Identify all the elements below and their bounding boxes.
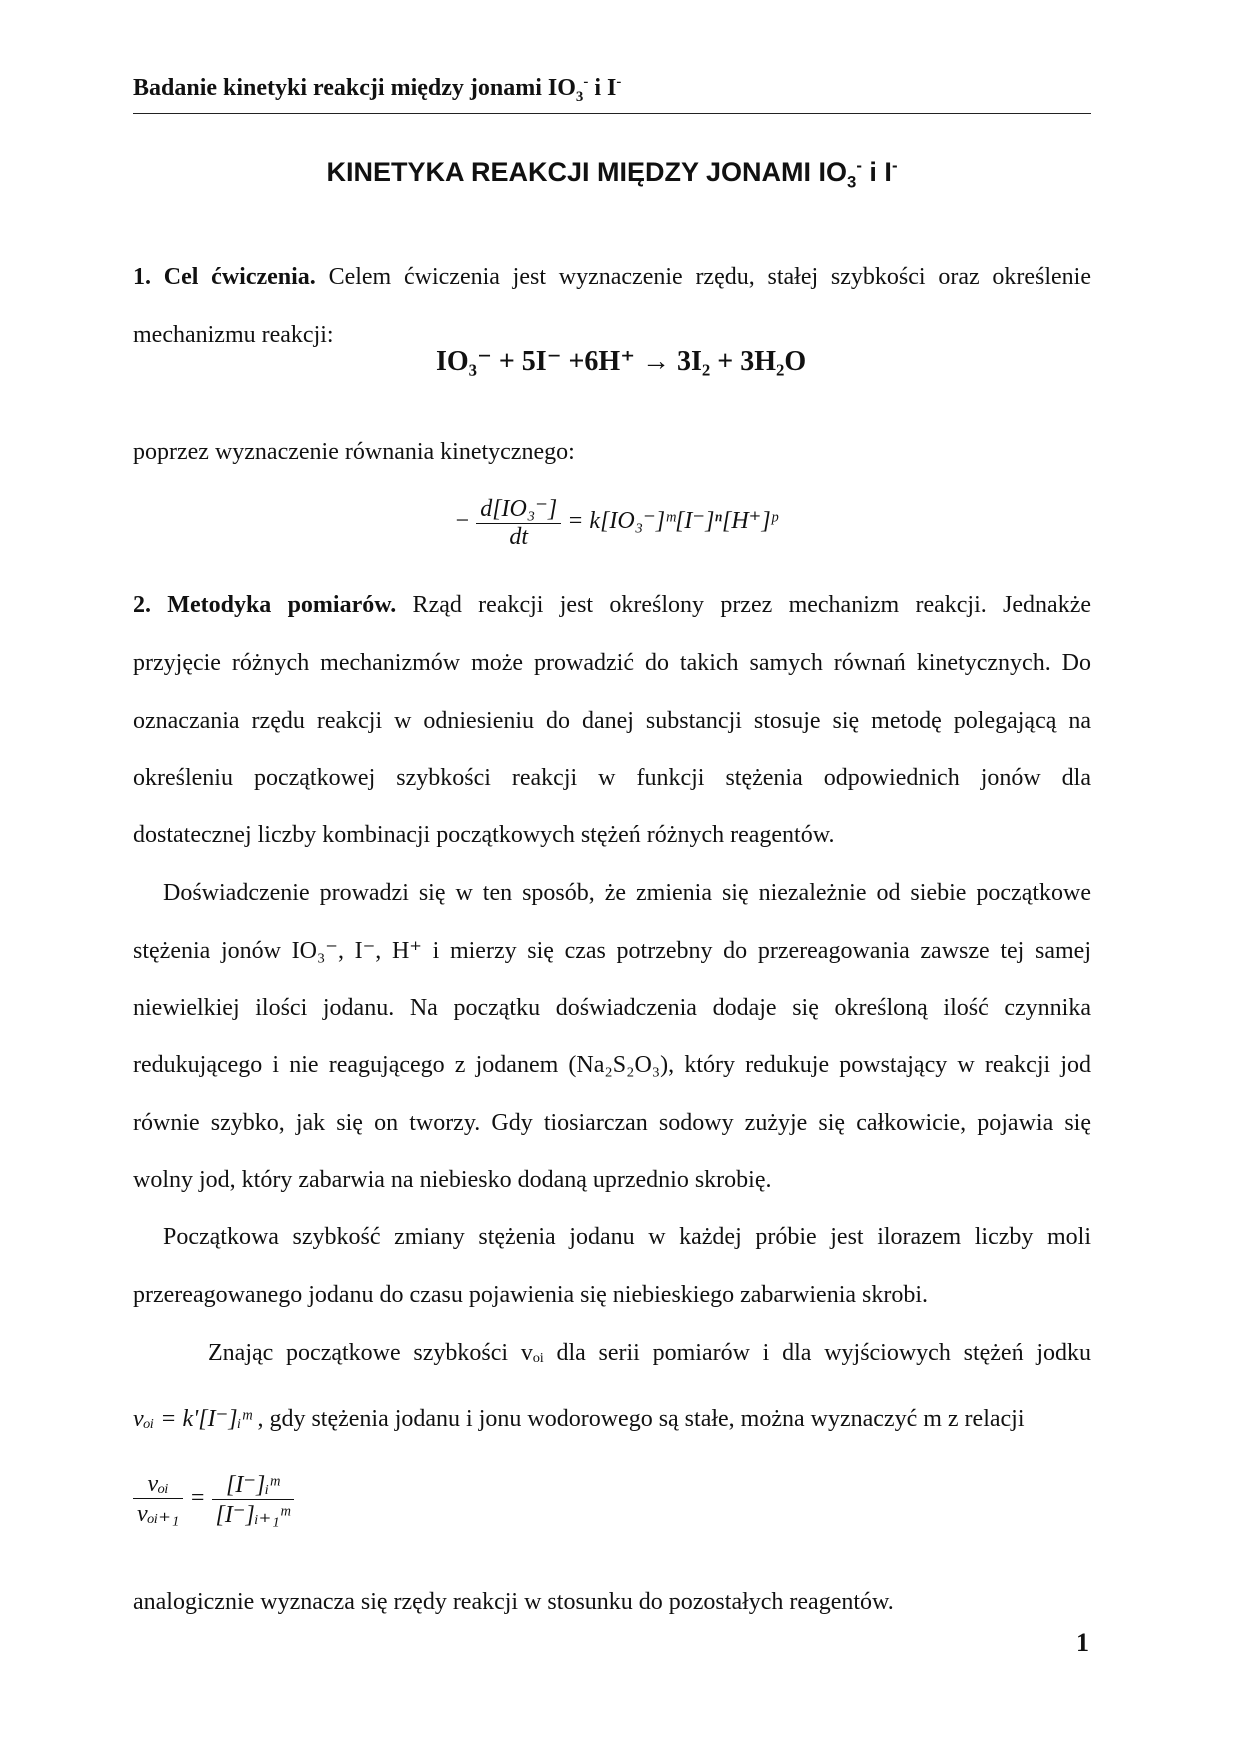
p3-line2: przereagowanego jodanu do czasu pojawienia się niebieskiego zabarwienia skrobi. (133, 1282, 929, 1308)
p2-line4: redukującego i nie reagującego z jodanem (Na₂S₂O₃), który redukuje powstający w reakcji jod (133, 1052, 1091, 1078)
rate-numerator: d[IO₃⁻] (476, 494, 561, 524)
running-header: Badanie kinetyki reakcji między jonami $IO_3^-$ i I- (133, 74, 622, 105)
p2-line2: stężenia jonów IO₃⁻, I⁻, H⁺ i mierzy się czas potrzebny do przereagowania zawsze tej samej (133, 938, 1091, 964)
p2-line1: Doświadczenie prowadzi się w ten sposób, że zmienia się niezależnie od siebie początkowe (163, 880, 1091, 906)
page-number: 1 (1076, 1628, 1089, 1657)
section1-line1: 1. Cel ćwiczenia. Celem ćwiczenia jest wyznaczenie rzędu, stałej szybkości oraz określenie (133, 264, 1092, 290)
p2-line5: równie szybko, jak się on tworzy. Gdy tiosiarczan sodowy zużyje się całkowicie, pojawia się (133, 1110, 1091, 1136)
p4-line1: Znając początkowe szybkości vₒᵢ dla serii pomiarów i dla wyjściowych stężeń jodku (208, 1340, 1091, 1366)
p4-line2: vₒᵢ = k'[I⁻]ᵢᵐ , gdy stężenia jodanu i jonu wodorowego są stałe, można wyznaczyć m z relacji (133, 1406, 1025, 1432)
section2-line1: 2. Metodyka pomiarów. Rząd reakcji jest określony przez mechanizm reakcji. Jednakże (133, 592, 1092, 618)
ratio-left: $\frac{\text{vₒᵢ}}{\text{vₒᵢ₊₁}}$ (133, 1471, 183, 1528)
p3-line1: Początkowa szybkość zmiany stężenia jodanu w każdej próbie jest ilorazem liczby moli (163, 1224, 1091, 1250)
section1-heading: 1. Cel ćwiczenia. (133, 264, 316, 290)
p5-line1: analogicznie wyznacza się rzędy reakcji w stosunku do pozostałych reagentów. (133, 1589, 894, 1615)
p2-line3: niewielkiej ilości jodanu. Na początku doświadczenia dodaje się określoną ilość czynnika (133, 995, 1091, 1021)
section2-line5: dostatecznej liczby kombinacji początkowych stężeń różnych reagentów. (133, 822, 835, 848)
initial-rate-formula: vₒᵢ = k'[I⁻]ᵢᵐ (133, 1406, 252, 1432)
section2-heading: 2. Metodyka pomiarów. (133, 592, 397, 618)
ratio-equation: $\frac{\text{vₒᵢ}}{\text{vₒᵢ₊₁}}$ = $\frac{\text{[I⁻]ᵢᵐ}}{\text{[I⁻]ᵢ₊₁ᵐ}}$ (133, 1470, 294, 1529)
p2-line6: wolny jod, który zabarwia na niebiesko dodaną uprzednio skrobię. (133, 1167, 772, 1193)
section2-line4: określeniu początkowej szybkości reakcji w funkcji stężenia odpowiednich jonów dla (133, 765, 1091, 791)
rate-fraction (476, 494, 561, 551)
section2-line2: przyjęcie różnych mechanizmów może prowadzić do takich samych równań kinetycznych. Do (133, 650, 1091, 676)
rate-rhs: = k[IO₃⁻]ᵐ[I⁻]ⁿ[H⁺]ᵖ (567, 508, 778, 535)
section2-line3: oznaczania rzędu reakcji w odniesieniu do danej substancji stosuje się metodę polegającą na (133, 708, 1091, 734)
page-title: KINETYKA REAKCJI MIĘDZY JONAMI $IO_3^-$ i I- (326, 156, 898, 192)
rate-equation: − $\frac{\text{d[IO₃⁻]}}{dt}$ = k[IO₃⁻]ᵐ[I⁻]ⁿ[H⁺]ᵖ (454, 496, 778, 550)
rate-denominator: dt (509, 524, 529, 550)
section1-line3: poprzez wyznaczenie równania kinetycznego: (133, 439, 575, 465)
ratio-right: $\frac{\text{[I⁻]ᵢᵐ}}{\text{[I⁻]ᵢ₊₁ᵐ}}$ (212, 1470, 294, 1529)
header-rule (133, 113, 1091, 114)
reaction-equation: IO₃⁻ + 5I⁻ +6H⁺ → 3I₂ + 3H₂O (436, 346, 807, 377)
section1-line2: mechanizmu reakcji: (133, 322, 334, 348)
